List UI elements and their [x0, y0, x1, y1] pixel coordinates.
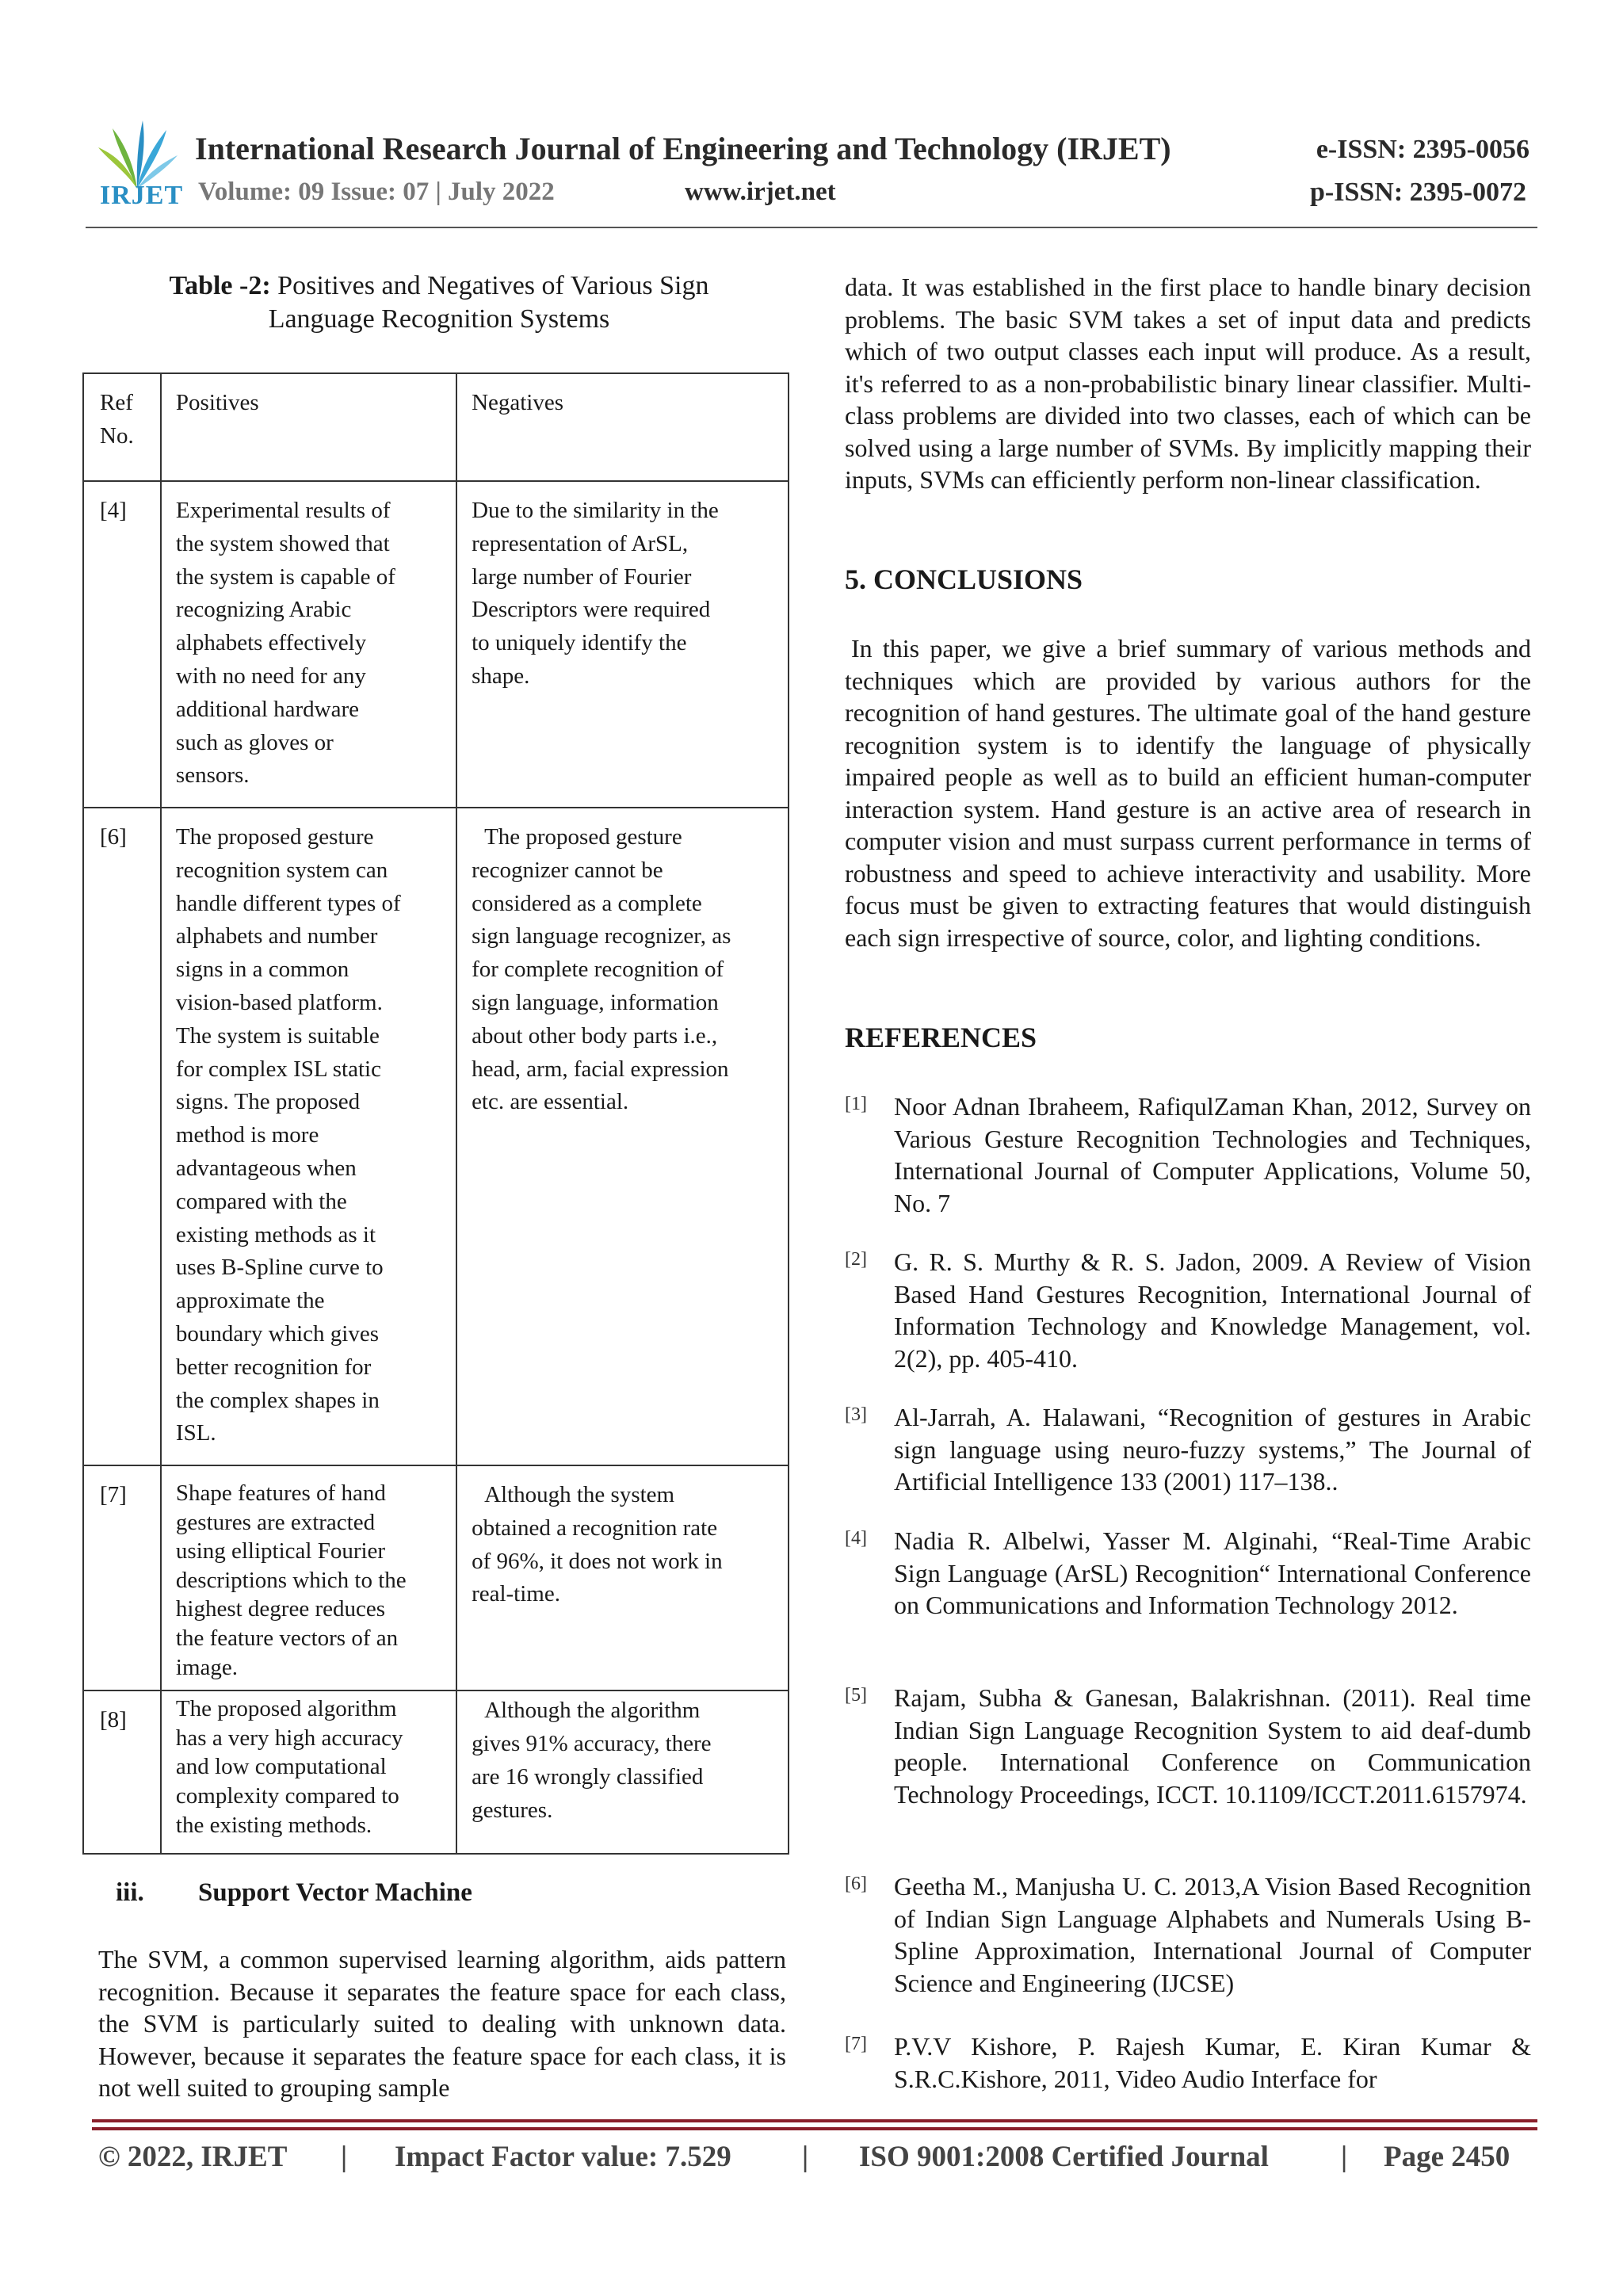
svm-continued-paragraph: data. It was established in the first place to handle binary decision problems. The basic SVM takes a set of input data and predicts which of two output classes each input will produce. As a result, it's referred to as a non-probabilistic binary linear classifier. Multi-class problems are divided into two classes, each of which can be solved using a large number of SVMs. By implicitly mapping their inputs, SVMs can efficiently perform non-linear classification.	[845, 273, 1531, 494]
reference-text: P.V.V Kishore, P. Rajesh Kumar, E. Kiran Kumar & S.R.C.Kishore, 2011, Video Audio Interface for	[894, 2032, 1531, 2093]
logo-text: IRJET	[100, 181, 184, 210]
footer-copyright: © 2022, IRJET	[98, 2141, 288, 2173]
row-negatives: The proposed gesture recognizer cannot be considered as a complete sign language recognizer, as for complete recognition of sign language, information about other body parts i.e., head, arm, facial expression etc. are essential.	[456, 808, 789, 1465]
row-ref: [4]	[83, 481, 161, 808]
header-divider	[86, 227, 1537, 228]
row-positives: Shape features of hand gestures are extracted using elliptical Fourier descriptions which to the highest degree reduces the feature vectors of an image.	[161, 1465, 456, 1690]
reference-text: Nadia R. Albelwi, Yasser M. Alginahi, “Real-Time Arabic Sign Language (ArSL) Recognition“ International Conference on Communications and Information Technology 2012.	[894, 1526, 1531, 1619]
header-positives: Positives	[161, 373, 456, 481]
reference-item	[845, 2030, 1531, 2095]
reference-item	[845, 1525, 1531, 1622]
pissn: p-ISSN: 2395-0072	[1310, 178, 1526, 207]
reference-number: [1]	[845, 1094, 867, 1114]
footer-divider-bottom	[92, 2127, 1537, 2130]
table-caption-label: Table -2:	[169, 271, 271, 300]
header-negatives: Negatives	[456, 373, 789, 481]
row-ref: [7]	[83, 1465, 161, 1690]
table-row	[83, 1465, 789, 1690]
footer-separator: |	[341, 2141, 348, 2173]
row-negatives: Although the algorithm gives 91% accuracy, there are 16 wrongly classified gestures.	[456, 1690, 789, 1854]
table-row	[83, 1690, 789, 1854]
table-caption-line2: Language Recognition Systems	[268, 304, 610, 334]
table-row	[83, 481, 789, 808]
row-positives: The proposed algorithm has a very high accuracy and low computational complexity compared to the existing methods.	[161, 1690, 456, 1854]
reference-item	[845, 1401, 1531, 1498]
reference-number: [2]	[845, 1249, 867, 1270]
journal-title: International Research Journal of Engineering and Technology (IRJET)	[195, 131, 1171, 166]
row-ref: [8]	[83, 1690, 161, 1854]
volume-info: Volume: 09 Issue: 07 | July 2022	[198, 178, 555, 206]
reference-text: G. R. S. Murthy & R. S. Jadon, 2009. A Review of Vision Based Hand Gestures Recognition, International Journal of Information Technology and Knowledge Management, vol. 2(2), pp. 405-410.	[894, 1247, 1531, 1373]
row-negatives: Due to the similarity in the representation of ArSL, large number of Fourier Descriptors were required to uniquely identify the shape.	[456, 481, 789, 808]
conclusions-paragraph: In this paper, we give a brief summary of various methods and techniques which are provided by various authors for the recognition of hand gestures. The ultimate goal of the hand gesture recognition system is to identify the language of physically impaired people as well as to build an efficient human-computer interaction system. Hand gesture is an active area of research in computer vision and must surpass current performance in terms of robustness and speed to achieve interactivity and usability. More focus must be given to extracting features that would distinguish each sign irrespective of source, color, and lighting conditions.	[845, 634, 1531, 952]
references-heading: REFERENCES	[845, 1022, 1037, 1053]
reference-number: [3]	[845, 1404, 867, 1425]
reference-text: Noor Adnan Ibraheem, RafiqulZaman Khan, 2012, Survey on Various Gesture Recognition Technologies and Techniques, International Journal of Computer Applications, Volume 50, No. 7	[894, 1092, 1531, 1217]
reference-text: Rajam, Subha & Ganesan, Balakrishnan. (2011). Real time Indian Sign Language Recognition System to aid deaf-dumb people. International Conference on Communication Technology Proceedings, ICCT. 10.1109/ICCT.2011.6157974.	[894, 1683, 1531, 1809]
header-ref-no: Ref No.	[83, 373, 161, 481]
table-caption	[82, 269, 796, 336]
footer-divider-top	[92, 2119, 1537, 2122]
footer-impact-factor: Impact Factor value: 7.529	[395, 2141, 731, 2173]
table-row	[83, 808, 789, 1465]
reference-number: [5]	[845, 1685, 867, 1706]
reference-number: [6]	[845, 1874, 867, 1894]
table-header-row	[83, 373, 789, 481]
row-positives: Experimental results of the system showed that the system is capable of recognizing Arabic alphabets effectively with no need for any additional hardware such as gloves or sensors.	[161, 481, 456, 808]
footer-separator: |	[802, 2141, 809, 2173]
conclusions-heading: 5. CONCLUSIONS	[845, 563, 1083, 595]
reference-item	[845, 1682, 1531, 1810]
eissn: e-ISSN: 2395-0056	[1316, 135, 1529, 164]
row-ref: [6]	[83, 808, 161, 1465]
reference-number: [7]	[845, 2034, 867, 2054]
website-link[interactable]: www.irjet.net	[685, 178, 836, 206]
svm-heading-title: Support Vector Machine	[198, 1878, 472, 1907]
row-positives: The proposed gesture recognition system can handle different types of alphabets and number signs in a common vision-based platform. The system is suitable for complex ISL static signs. The proposed method is more advantageous when compared with the existing methods as it uses B-Spline curve to approximate the boundary which gives better recognition for the complex shapes in ISL.	[161, 808, 456, 1465]
svm-heading	[116, 1878, 472, 1908]
reference-item	[845, 1870, 1531, 1999]
reference-item	[845, 1246, 1531, 1374]
comparison-table	[82, 372, 789, 1855]
reference-item	[845, 1091, 1531, 1219]
svm-paragraph: The SVM, a common supervised learning algorithm, aids pattern recognition. Because it separates the feature space for each class, the SVM is particularly suited to dealing with unknown data. However, because it separates the feature space for each class, it is not well suited to grouping sample	[98, 1945, 786, 2102]
reference-text: Geetha M., Manjusha U. C. 2013,A Vision Based Recognition of Indian Sign Language Alphabets and Numerals Using B-Spline Approximation, International Journal of Computer Science and Engineering (IJCSE)	[894, 1872, 1531, 1997]
reference-text: Al-Jarrah, A. Halawani, “Recognition of gestures in Arabic sign language using neuro-fuzzy systems,” The Journal of Artificial Intelligence 133 (2001) 117–138..	[894, 1403, 1531, 1496]
table-caption-text: Positives and Negatives of Various Sign	[270, 271, 709, 300]
footer-page-number: Page 2450	[1384, 2141, 1510, 2173]
reference-number: [4]	[845, 1528, 867, 1549]
footer-separator: |	[1341, 2141, 1348, 2173]
svm-heading-number: iii.	[116, 1878, 144, 1907]
row-negatives: Although the system obtained a recognition rate of 96%, it does not work in real-time.	[456, 1465, 789, 1690]
footer-iso: ISO 9001:2008 Certified Journal	[859, 2141, 1269, 2173]
